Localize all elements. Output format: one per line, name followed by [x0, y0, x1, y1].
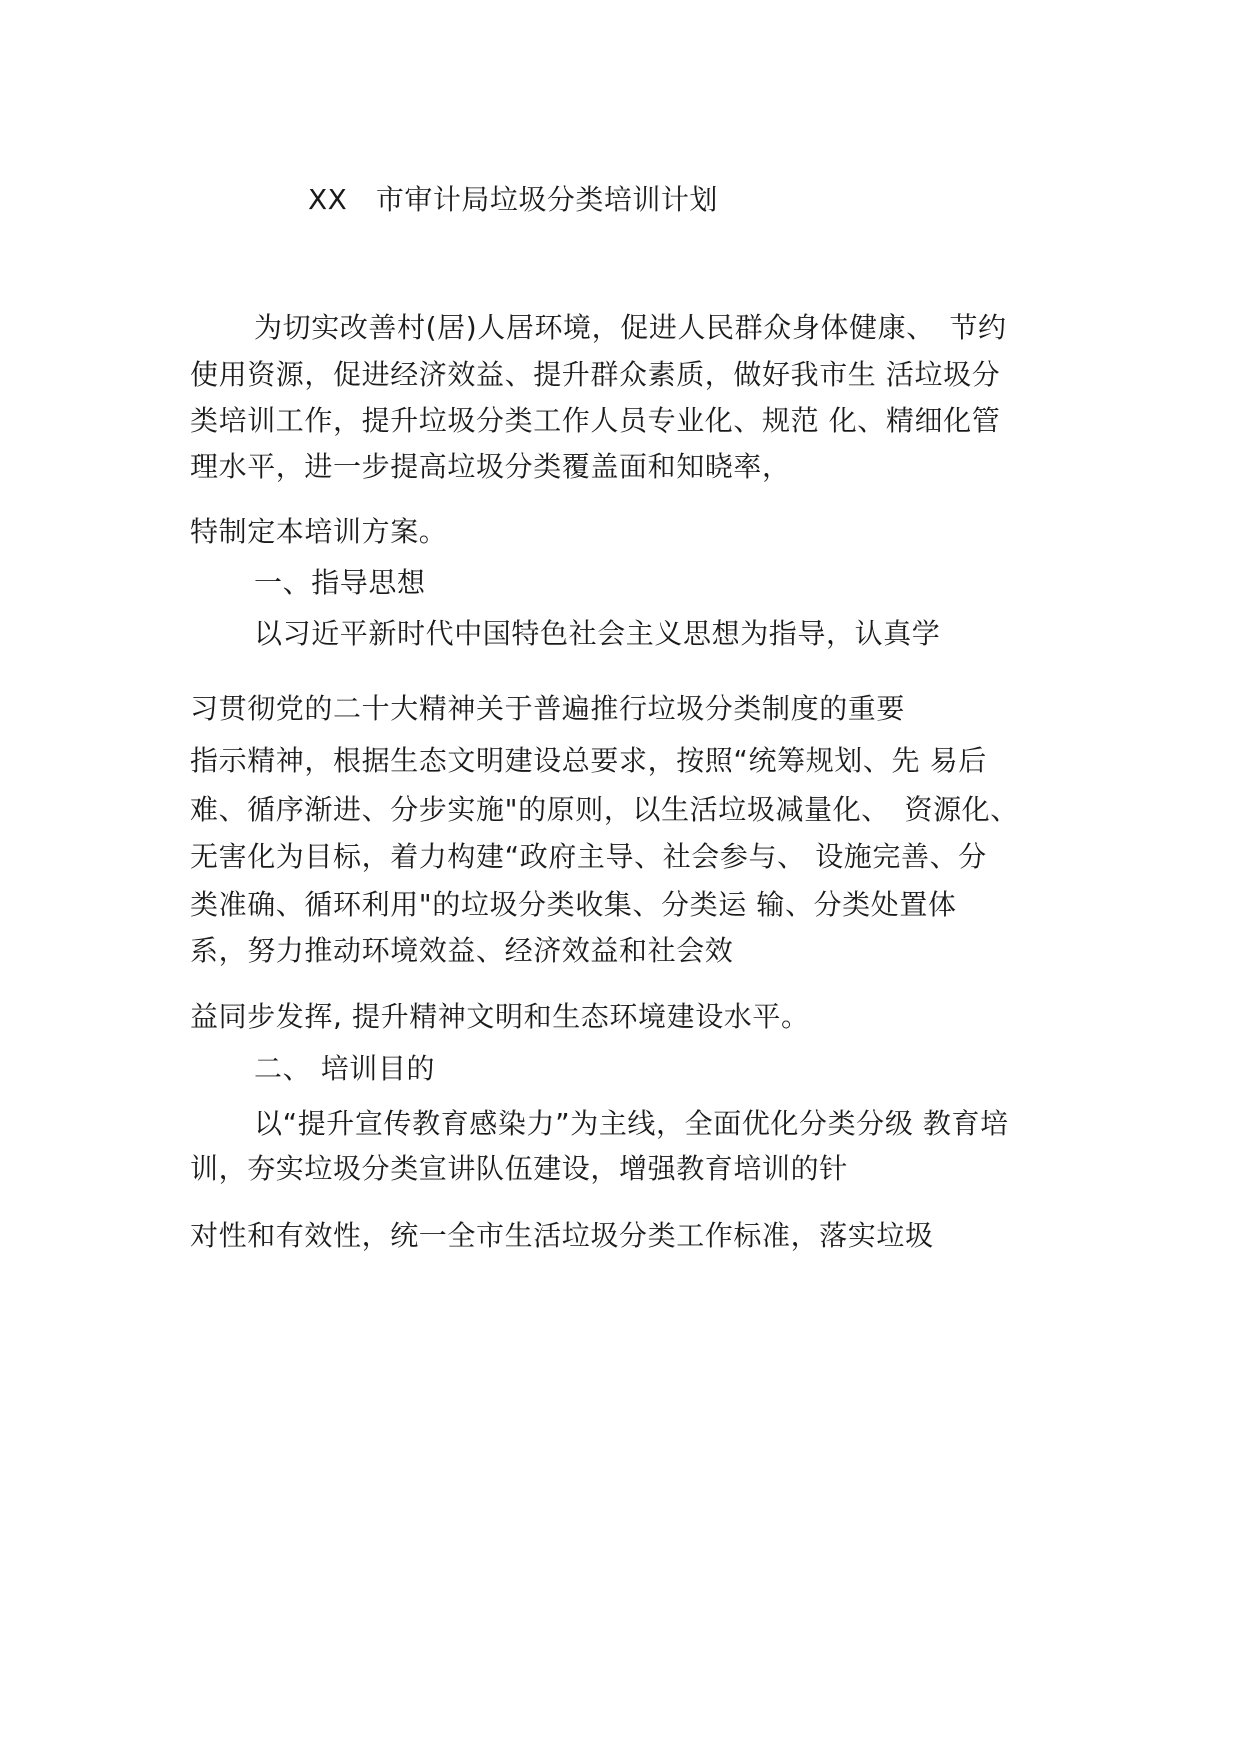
- section-heading-training-purpose: 二、 培训目的: [254, 1052, 436, 1085]
- document-title: XX 市审计局垃圾分类培训计划: [308, 183, 718, 216]
- paragraph-line: 难、循序渐进、分步实施"的原则，以生活垃圾减量化、 资源化、: [190, 793, 1019, 826]
- paragraph-line: 以习近平新时代中国特色社会主义思想为指导，认真学: [254, 617, 941, 650]
- paragraph-line: 理水平，进一步提高垃圾分类覆盖面和知晓率，: [190, 450, 791, 483]
- paragraph-line: 训，夯实垃圾分类宣讲队伍建设，增强教育培训的针: [190, 1152, 848, 1185]
- paragraph-line: 使用资源，促进经济效益、提升群众素质，做好我市生 活垃圾分: [190, 358, 1001, 391]
- section-heading-guiding-ideology: 一、指导思想: [254, 566, 426, 599]
- paragraph-line: 为切实改善村(居)人居环境，促进人民群众身体健康、 节约: [254, 311, 1007, 344]
- paragraph-line: 指示精神，根据生态文明建设总要求，按照“统筹规划、先 易后: [190, 744, 987, 777]
- paragraph-line: 益同步发挥, 提升精神文明和生态环境建设水平。: [190, 1000, 810, 1033]
- paragraph-line: 特制定本培训方案。: [190, 515, 448, 548]
- paragraph-line: 系，努力推动环境效益、经济效益和社会效: [190, 934, 734, 967]
- paragraph-line: 以“提升宣传教育感染力”为主线，全面优化分类分级 教育培: [254, 1107, 1009, 1140]
- paragraph-line: 习贯彻党的二十大精神关于普遍推行垃圾分类制度的重要: [190, 692, 906, 725]
- paragraph-line: 类准确、循环利用"的垃圾分类收集、分类运 输、分类处置体: [190, 888, 957, 921]
- paragraph-line: 无害化为目标，着力构建“政府主导、社会参与、 设施完善、分: [190, 840, 987, 873]
- paragraph-line: 对性和有效性，统一全市生活垃圾分类工作标准，落实垃圾: [190, 1219, 934, 1252]
- paragraph-line: 类培训工作，提升垃圾分类工作人员专业化、规范 化、精细化管: [190, 404, 1001, 437]
